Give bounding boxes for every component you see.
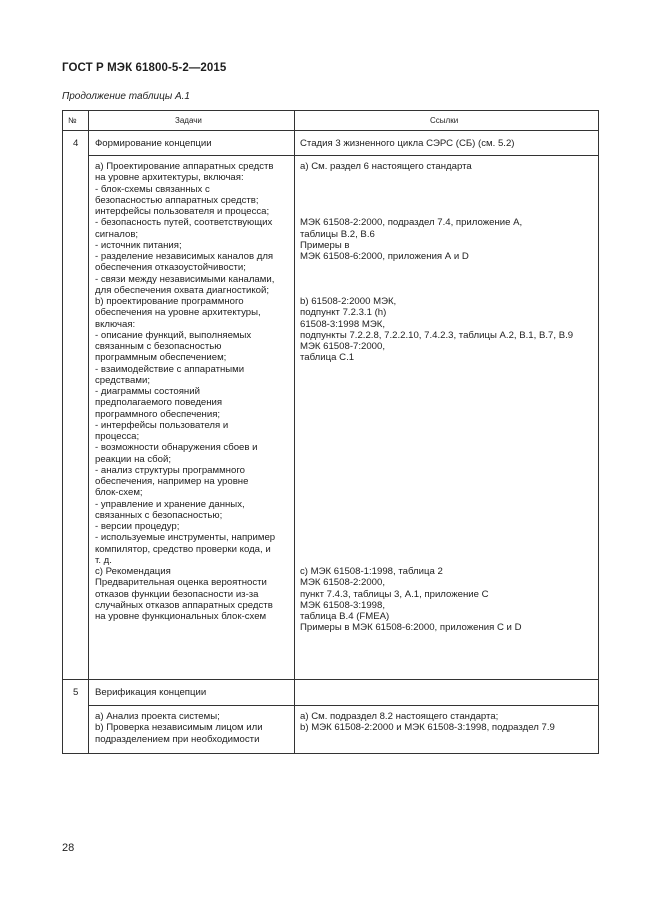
page-number: 28 — [62, 842, 75, 854]
col-divider-num — [88, 110, 89, 754]
col-header-refs: Ссылки — [430, 116, 459, 125]
row-ref-title: Стадия 3 жизненного цикла СЭРС (СБ) (см. 5.2) — [300, 138, 515, 149]
task-line: - возможности обнаружения сбоев и — [95, 442, 258, 454]
task-line: случайных отказов аппаратных средств — [95, 599, 273, 611]
reference-line: МЭК 61508-2:2000, — [300, 577, 386, 589]
reference-line: а) См. подраздел 8.2 настоящего стандарта; — [300, 711, 499, 722]
reference-line: МЭК 61508-2:2000, подраздел 7.4, приложение А, — [300, 217, 523, 229]
row-number: 4 — [73, 138, 79, 149]
row5-title-rule — [88, 705, 599, 706]
task-line: - интерфейсы пользователя и — [95, 419, 229, 431]
reference-line: таблица В.4 (FMEA) — [300, 611, 390, 622]
row5-top-rule — [62, 679, 599, 680]
task-line: с) Рекомендация — [95, 566, 171, 577]
reference-line: Примеры в — [300, 239, 350, 251]
task-line: сигналов; — [95, 228, 139, 240]
col-divider-tasks — [294, 110, 295, 754]
task-line: т. д. — [95, 554, 112, 566]
task-line: - управление и хранение данных, — [95, 498, 245, 510]
task-line: Предварительная оценка вероятности — [95, 577, 267, 589]
task-line: - взаимодействие с аппаратными — [95, 363, 245, 375]
task-line: на уровне функциональных блок-схем — [95, 611, 267, 622]
task-line: - версии процедур; — [95, 521, 180, 532]
document-header: ГОСТ Р МЭК 61800-5-2—2015 — [62, 62, 227, 74]
task-line: b) проектирование программного — [95, 296, 244, 307]
reference-line: таблица С.1 — [300, 352, 355, 364]
task-line: - связи между независимыми каналами, — [95, 273, 275, 285]
task-line: а) Проектирование аппаратных средств — [95, 161, 274, 172]
reference-line: Примеры в МЭК 61508-6:2000, приложения С и D — [300, 622, 522, 634]
task-line: на уровне архитектуры, включая: — [95, 172, 244, 184]
task-line: связанных с безопасностью; — [95, 509, 223, 521]
col-header-num: № — [68, 116, 77, 125]
table-border-left — [62, 110, 63, 754]
task-line: обеспечения, например на уровне — [95, 476, 249, 487]
row-number: 5 — [73, 687, 79, 698]
header-bottom-rule — [62, 130, 599, 131]
task-line: для обеспечения охвата диагностикой; — [95, 284, 270, 296]
table-caption: Продолжение таблицы А.1 — [62, 91, 190, 102]
reference-line: МЭК 61508-6:2000, приложения А и D — [300, 251, 469, 262]
table-border-top — [62, 110, 599, 111]
task-line: предполагаемого поведения — [95, 397, 223, 409]
reference-line: 61508-3:1998 МЭК, — [300, 318, 386, 330]
task-line: обеспечения на уровне архитектуры, — [95, 307, 261, 319]
row-task-title: Формирование концепции — [95, 138, 212, 149]
task-line: - источник питания; — [95, 239, 182, 251]
task-line: - блок-схемы связанных с — [95, 183, 210, 195]
task-line: компилятор, средство проверки кода, и — [95, 543, 271, 555]
task-line: реакции на сбой; — [95, 453, 172, 465]
col-header-tasks: Задачи — [175, 116, 202, 125]
task-line: процесса; — [95, 431, 140, 442]
reference-line: подпункты 7.2.2.8, 7.2.2.10, 7.4.2.3, таблицы А.2, В.1, В.7, В.9 — [300, 329, 574, 341]
row4-title-rule — [88, 155, 599, 156]
task-line: b) Проверка независимым лицом или — [95, 722, 263, 734]
row-task-title: Верификация концепции — [95, 687, 207, 698]
reference-line: а) См. раздел 6 настоящего стандарта — [300, 161, 472, 172]
reference-line: b) 61508-2:2000 МЭК, — [300, 296, 397, 307]
reference-line: таблицы В.2, В.6 — [300, 228, 375, 240]
reference-line: с) МЭК 61508-1:1998, таблица 2 — [300, 566, 443, 577]
reference-line: пункт 7.4.3, таблицы 3, А.1, приложение С — [300, 588, 489, 600]
reference-line: подпункт 7.2.3.1 (h) — [300, 307, 387, 319]
task-line: связанным с безопасностью — [95, 341, 222, 352]
reference-line: b) МЭК 61508-2:2000 и МЭК 61508-3:1998, подраздел 7.9 — [300, 722, 555, 734]
task-line: - безопасность путей, соответствующих — [95, 217, 273, 229]
task-line: - разделение независимых каналов для — [95, 251, 274, 262]
task-line: безопасностью аппаратных средств; — [95, 194, 259, 206]
task-line: а) Анализ проекта системы; — [95, 711, 220, 722]
task-line: - анализ структуры программного — [95, 464, 245, 476]
reference-line: МЭК 61508-3:1998, — [300, 599, 386, 611]
task-line: включая: — [95, 318, 136, 330]
task-line: - описание функций, выполняемых — [95, 329, 252, 341]
task-line: интерфейсы пользователя и процесса; — [95, 206, 270, 217]
task-line: подразделением при необходимости — [95, 733, 260, 745]
task-line: обеспечения отказоустойчивости; — [95, 262, 246, 274]
task-line: - используемые инструменты, например — [95, 532, 276, 544]
table-border-right — [598, 110, 599, 754]
task-line: блок-схем; — [95, 487, 143, 499]
task-line: - диаграммы состояний — [95, 386, 200, 397]
task-line: средствами; — [95, 374, 150, 386]
reference-line: МЭК 61508-7:2000, — [300, 341, 386, 352]
task-line: отказов функции безопасности из-за — [95, 588, 259, 600]
task-line: программным обеспечением; — [95, 352, 227, 364]
table-border-bottom — [62, 753, 599, 754]
task-line: программного обеспечения; — [95, 408, 221, 420]
